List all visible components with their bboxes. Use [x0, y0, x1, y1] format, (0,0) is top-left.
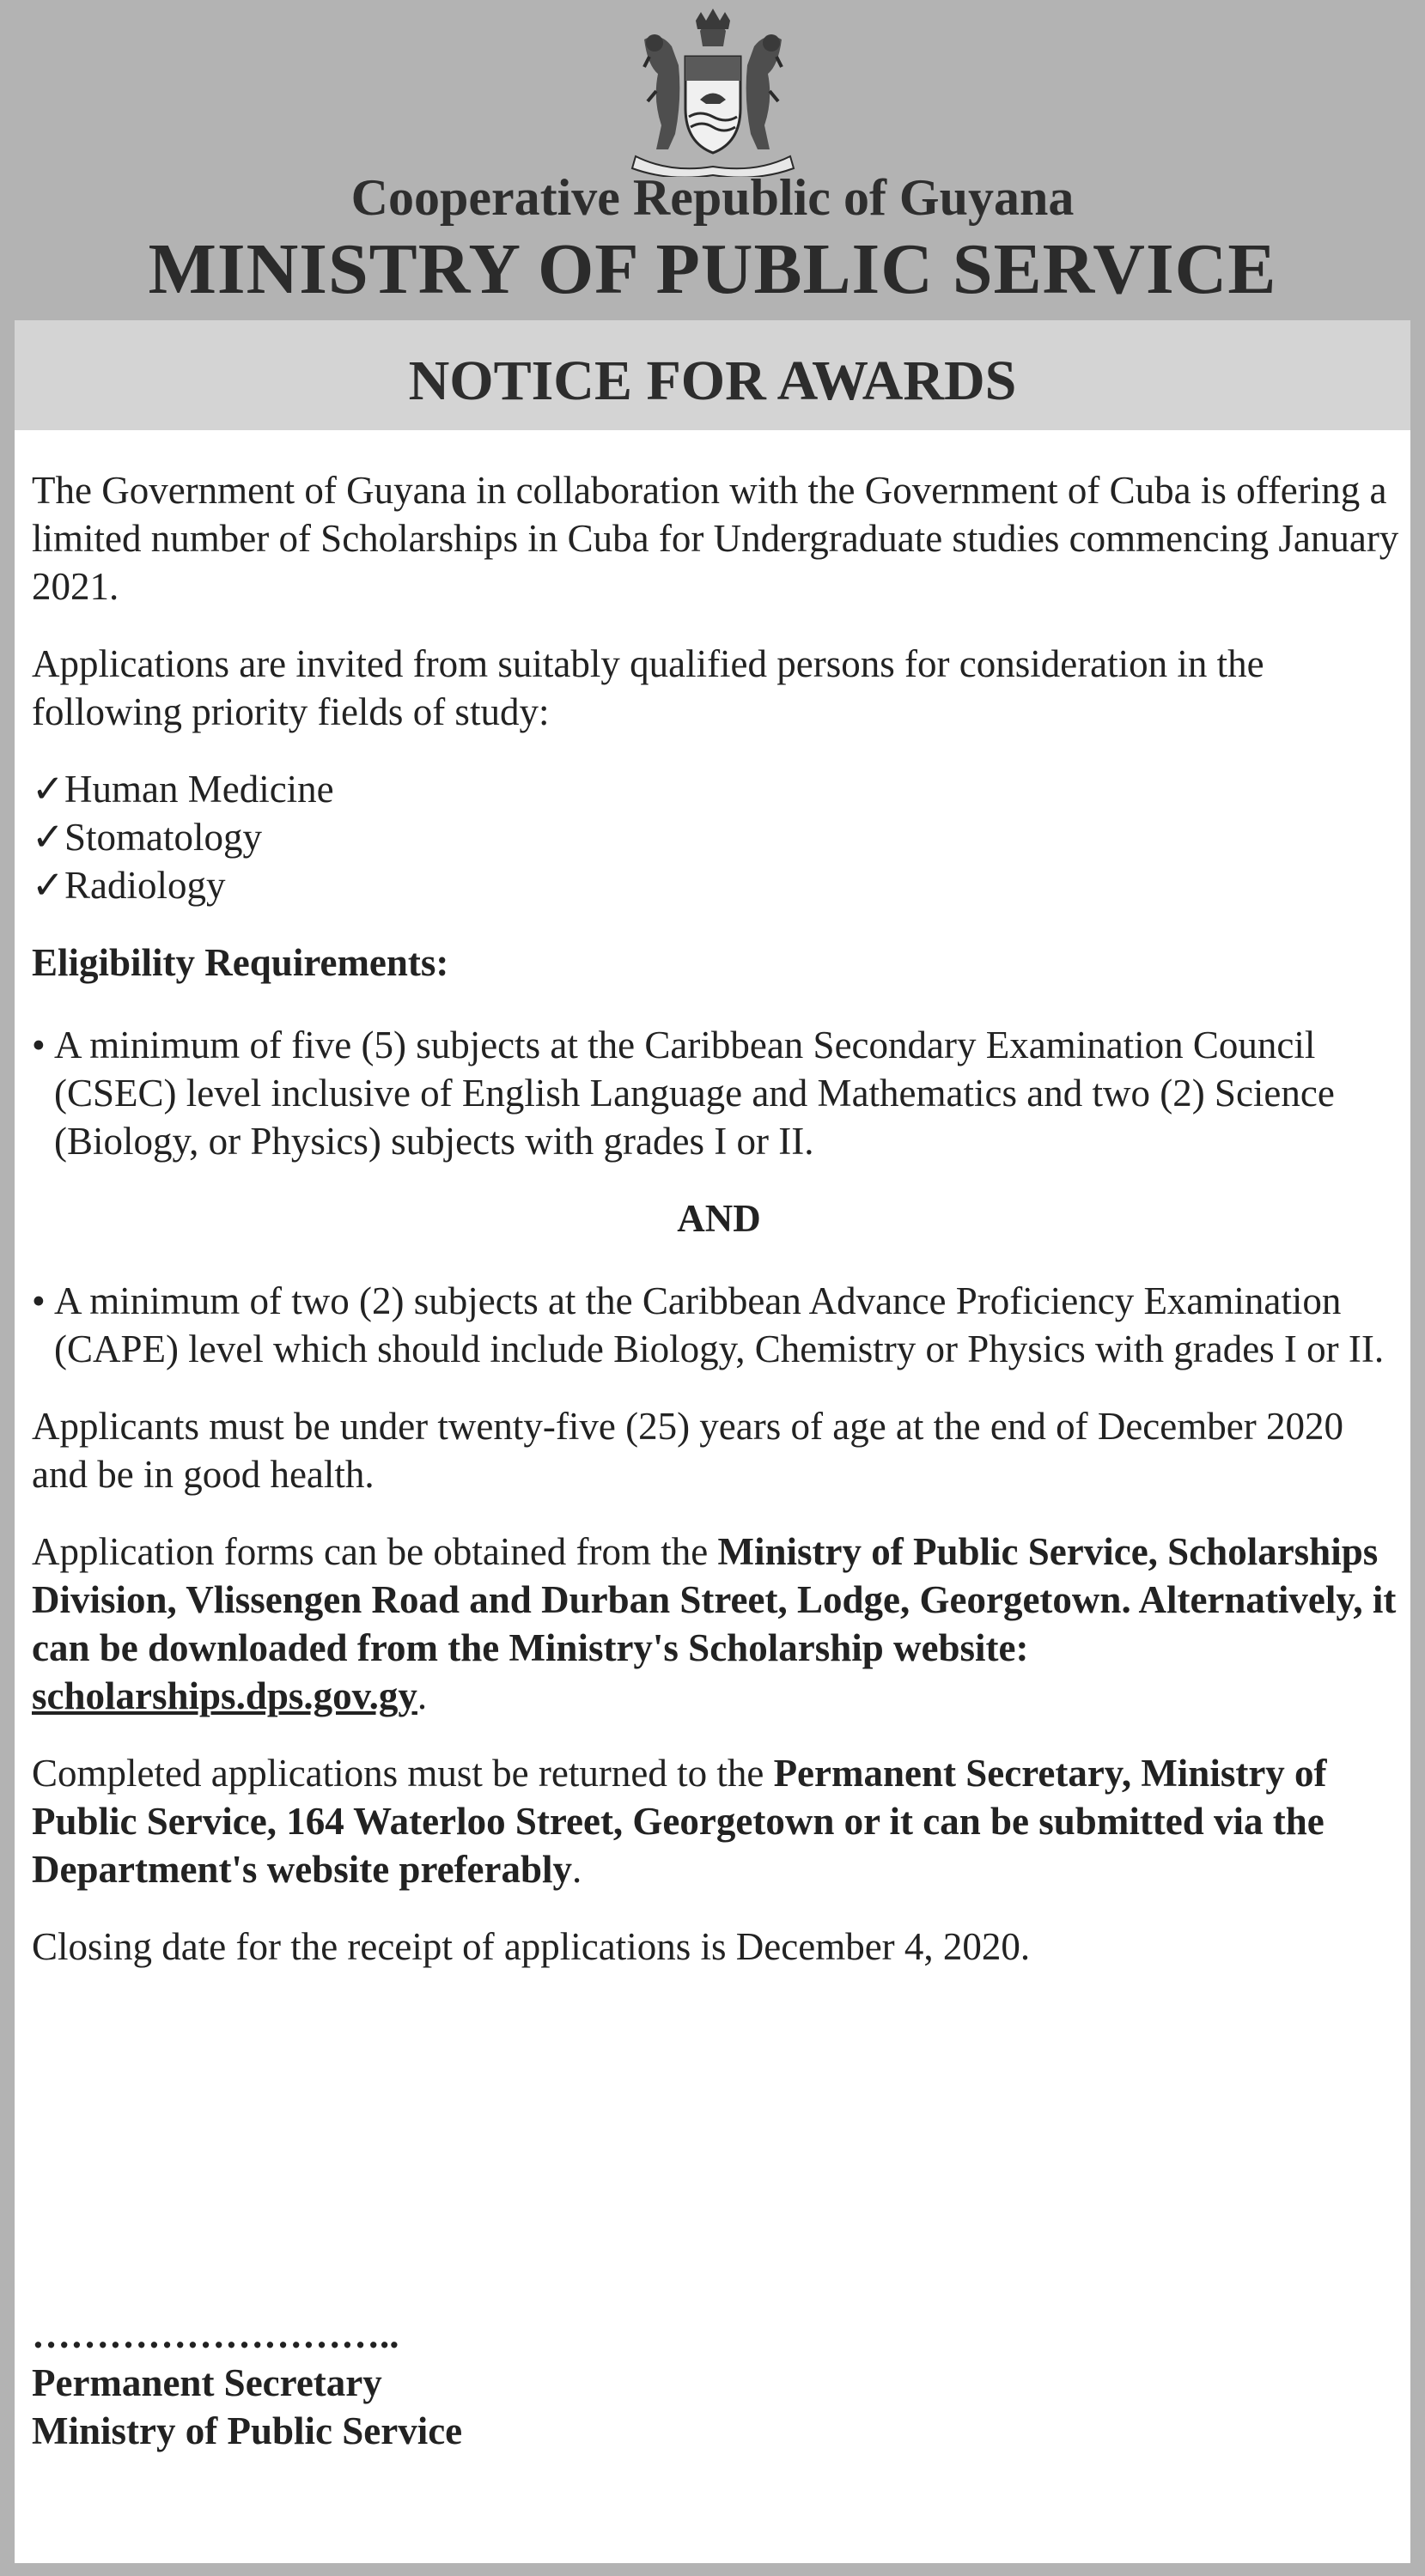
field-label: Stomatology	[64, 816, 263, 859]
check-icon: ✓	[32, 864, 64, 907]
notice-title: NOTICE FOR AWARDS	[408, 349, 1017, 412]
return-paragraph	[32, 1749, 1406, 1893]
age-paragraph: Applicants must be under twenty-five (25) years of age at the end of December 2020 and be in good health.	[32, 1405, 1343, 1496]
guyana-coat-of-arms-icon	[618, 5, 807, 177]
bullet-icon: •	[32, 1024, 46, 1066]
field-label: Human Medicine	[64, 768, 334, 811]
eligibility-heading: Eligibility Requirements:	[32, 941, 449, 984]
closing-date-paragraph: Closing date for the receipt of applications is December 4, 2020.	[32, 1925, 1031, 1968]
forms-paragraph	[32, 1528, 1406, 1720]
field-label: Radiology	[64, 864, 226, 907]
intro-paragraph: The Government of Guyana in collaboration with the Government of Cuba is offering a limited number of Scholarships in Cuba for Undergraduate studies commencing January 2021.	[32, 469, 1399, 608]
bullet-icon: •	[32, 1279, 46, 1322]
requirement-text: A minimum of five (5) subjects at the Caribbean Secondary Examination Council (CSEC) level inclusive of English Language and Mathematics and two (2) Science (Biology, or Physics) subjects with grades I or II.	[54, 1024, 1335, 1163]
ministry-name: MINISTRY OF PUBLIC SERVICE	[148, 229, 1277, 309]
notice-body	[32, 466, 1406, 1971]
signatory-title: Permanent Secretary	[32, 2361, 382, 2404]
requirement-item	[32, 1277, 1406, 1373]
and-separator: AND	[677, 1197, 761, 1240]
scholarship-website-link[interactable]: scholarships.dps.gov.gy	[32, 1674, 417, 1717]
return-prefix: Completed applications must be returned to the	[32, 1752, 774, 1795]
signatory-org: Ministry of Public Service	[32, 2409, 463, 2452]
requirement-text: A minimum of two (2) subjects at the Caribbean Advance Proficiency Examination (CAPE) level which should include Biology, Chemistry or Physics with grades I or II.	[54, 1279, 1385, 1370]
invite-paragraph: Applications are invited from suitably qualified persons for consideration in the following priority fields of study:	[32, 642, 1264, 733]
period: .	[572, 1848, 582, 1891]
forms-prefix: Application forms can be obtained from the	[32, 1530, 718, 1573]
notice-panel	[15, 320, 1410, 2563]
return-address: Permanent Secretary, Ministry of Public Service, 164 Waterloo Street, Georgetown or it can be submitted via the Department's website preferably	[32, 1752, 1327, 1891]
list-item	[32, 813, 1406, 861]
period: .	[417, 1674, 428, 1717]
forms-address: Ministry of Public Service, Scholarships Division, Vlissengen Road and Durban Street, Lodge, Georgetown. Alternatively, it can be downloaded from the Ministry's Scholarship website:	[32, 1530, 1397, 1669]
requirement-item	[32, 1021, 1406, 1165]
signature-block	[32, 2311, 891, 2455]
country-name: Cooperative Republic of Guyana	[350, 169, 1075, 226]
notice-title-band	[15, 320, 1410, 430]
list-item	[32, 861, 1406, 909]
list-item	[32, 765, 1406, 813]
header-band	[0, 0, 1425, 319]
fields-list	[32, 765, 1406, 909]
signature-line: ………………………..	[32, 2313, 399, 2356]
check-icon: ✓	[32, 816, 64, 859]
check-icon: ✓	[32, 768, 64, 811]
